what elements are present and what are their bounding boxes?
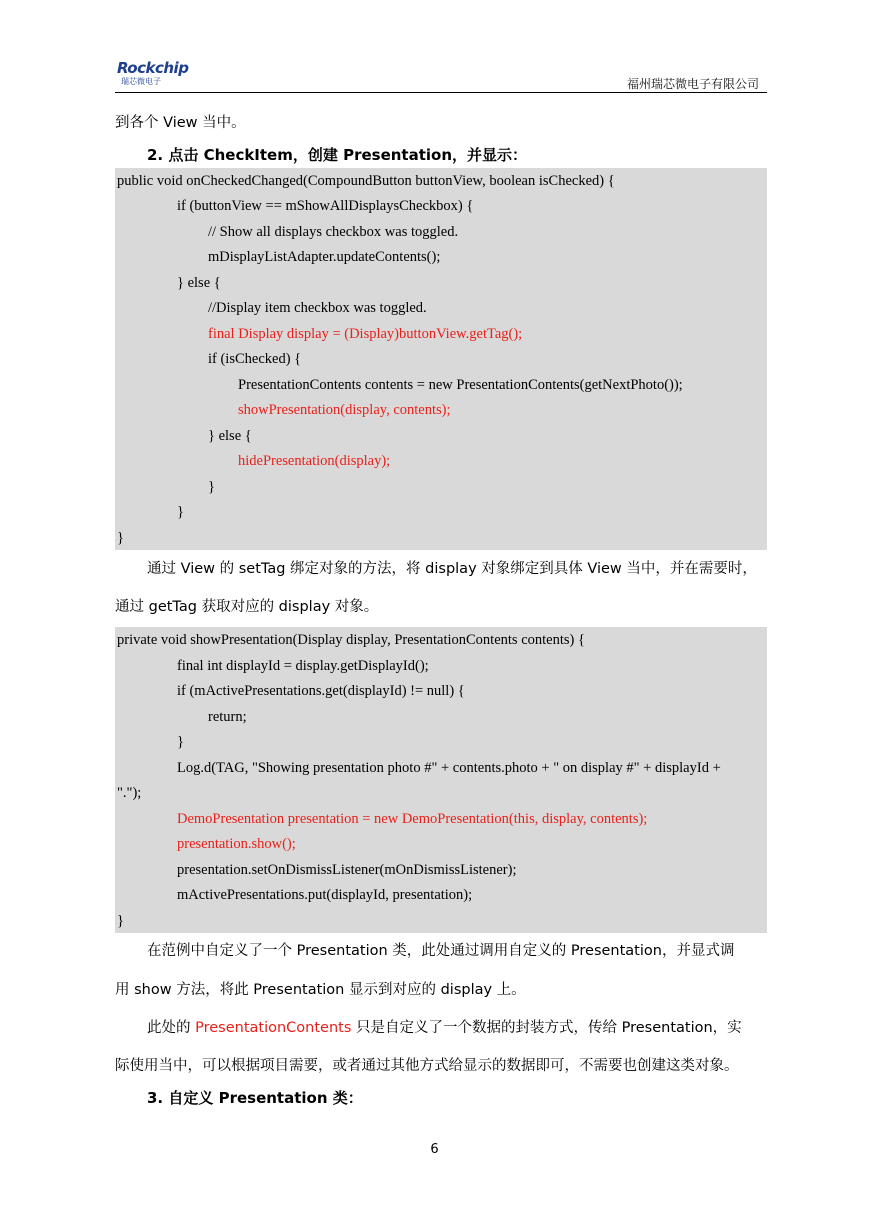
code-line: } xyxy=(177,504,184,520)
section-heading-3: 3. 自定义 Presentation 类： xyxy=(147,1089,363,1107)
code-line: } else { xyxy=(177,275,221,291)
code-block-oncheckedchanged xyxy=(115,168,767,550)
code-line: public void onCheckedChanged(CompoundButton buttonView, boolean isChecked) { xyxy=(117,173,615,189)
paragraph-line: 通过 getTag 获取对应的 display 对象。 xyxy=(115,599,379,615)
code-line: } else { xyxy=(208,428,252,444)
paragraph-line: 在范例中自定义了一个 Presentation 类，此处通过调用自定义的 Presentation，并显式调 xyxy=(147,943,735,959)
code-line: } xyxy=(117,530,124,546)
code-line: mDisplayListAdapter.updateContents(); xyxy=(208,249,441,265)
page-number: 6 xyxy=(430,1142,439,1157)
intro-line: 到各个 View 当中。 xyxy=(115,115,246,131)
code-line: "."); xyxy=(117,785,142,801)
code-line: mActivePresentations.put(displayId, presentation); xyxy=(177,887,473,903)
code-line-highlight: DemoPresentation presentation = new DemoPresentation(this, display, contents); xyxy=(177,811,648,827)
code-line-highlight: final Display display = (Display)buttonView.getTag(); xyxy=(208,326,523,342)
code-line: if (isChecked) { xyxy=(208,351,302,367)
page-header xyxy=(0,0,869,96)
section-heading-2: 2. 点击 CheckItem，创建 Presentation，并显示： xyxy=(147,146,528,164)
code-line: } xyxy=(177,734,184,750)
logo-wordmark: Rockchip xyxy=(117,59,189,77)
code-line-highlight: showPresentation(display, contents); xyxy=(238,402,451,418)
paragraph-text: 此处的 xyxy=(147,1020,196,1036)
paragraph-line: 际使用当中，可以根据项目需要，或者通过其他方式给显示的数据即可，不需要也创建这类对象。 xyxy=(115,1058,739,1074)
paragraph-text: 只是自定义了一个数据的封装方式，传给 Presentation，实 xyxy=(351,1020,742,1036)
code-line: // Show all displays checkbox was toggled. xyxy=(208,224,459,240)
code-line: PresentationContents contents = new PresentationContents(getNextPhoto()); xyxy=(238,377,683,393)
rockchip-logo xyxy=(117,60,197,90)
code-line: } xyxy=(208,479,215,495)
code-line: private void showPresentation(Display display, PresentationContents contents) { xyxy=(117,632,585,648)
code-line: Log.d(TAG, "Showing presentation photo #" + contents.photo + " on display #" + displayId + xyxy=(177,760,721,776)
code-line: if (mActivePresentations.get(displayId) != null) { xyxy=(177,683,465,699)
code-line: presentation.setOnDismissListener(mOnDismissListener); xyxy=(177,862,517,878)
header-divider xyxy=(115,92,767,93)
logo-subtitle: 瑞芯微电子 xyxy=(121,77,161,86)
code-line: } xyxy=(117,913,124,929)
code-line: return; xyxy=(208,709,247,725)
code-line: final int displayId = display.getDisplayId(); xyxy=(177,658,429,674)
code-line: //Display item checkbox was toggled. xyxy=(208,300,427,316)
code-line-highlight: presentation.show(); xyxy=(177,836,296,852)
highlighted-term: PresentationContents xyxy=(195,1020,352,1036)
paragraph-line: 用 show 方法，将此 Presentation 显示到对应的 display 上。 xyxy=(115,982,526,998)
paragraph-line: 通过 View 的 setTag 绑定对象的方法，将 display 对象绑定到具体 View 当中，并在需要时， xyxy=(147,561,757,577)
code-line-highlight: hidePresentation(display); xyxy=(238,453,391,469)
company-name: 福州瑞芯微电子有限公司 xyxy=(626,77,759,91)
code-line: if (buttonView == mShowAllDisplaysCheckbox) { xyxy=(177,198,474,214)
code-block-showpresentation xyxy=(115,627,767,933)
paragraph-line xyxy=(147,1019,742,1037)
